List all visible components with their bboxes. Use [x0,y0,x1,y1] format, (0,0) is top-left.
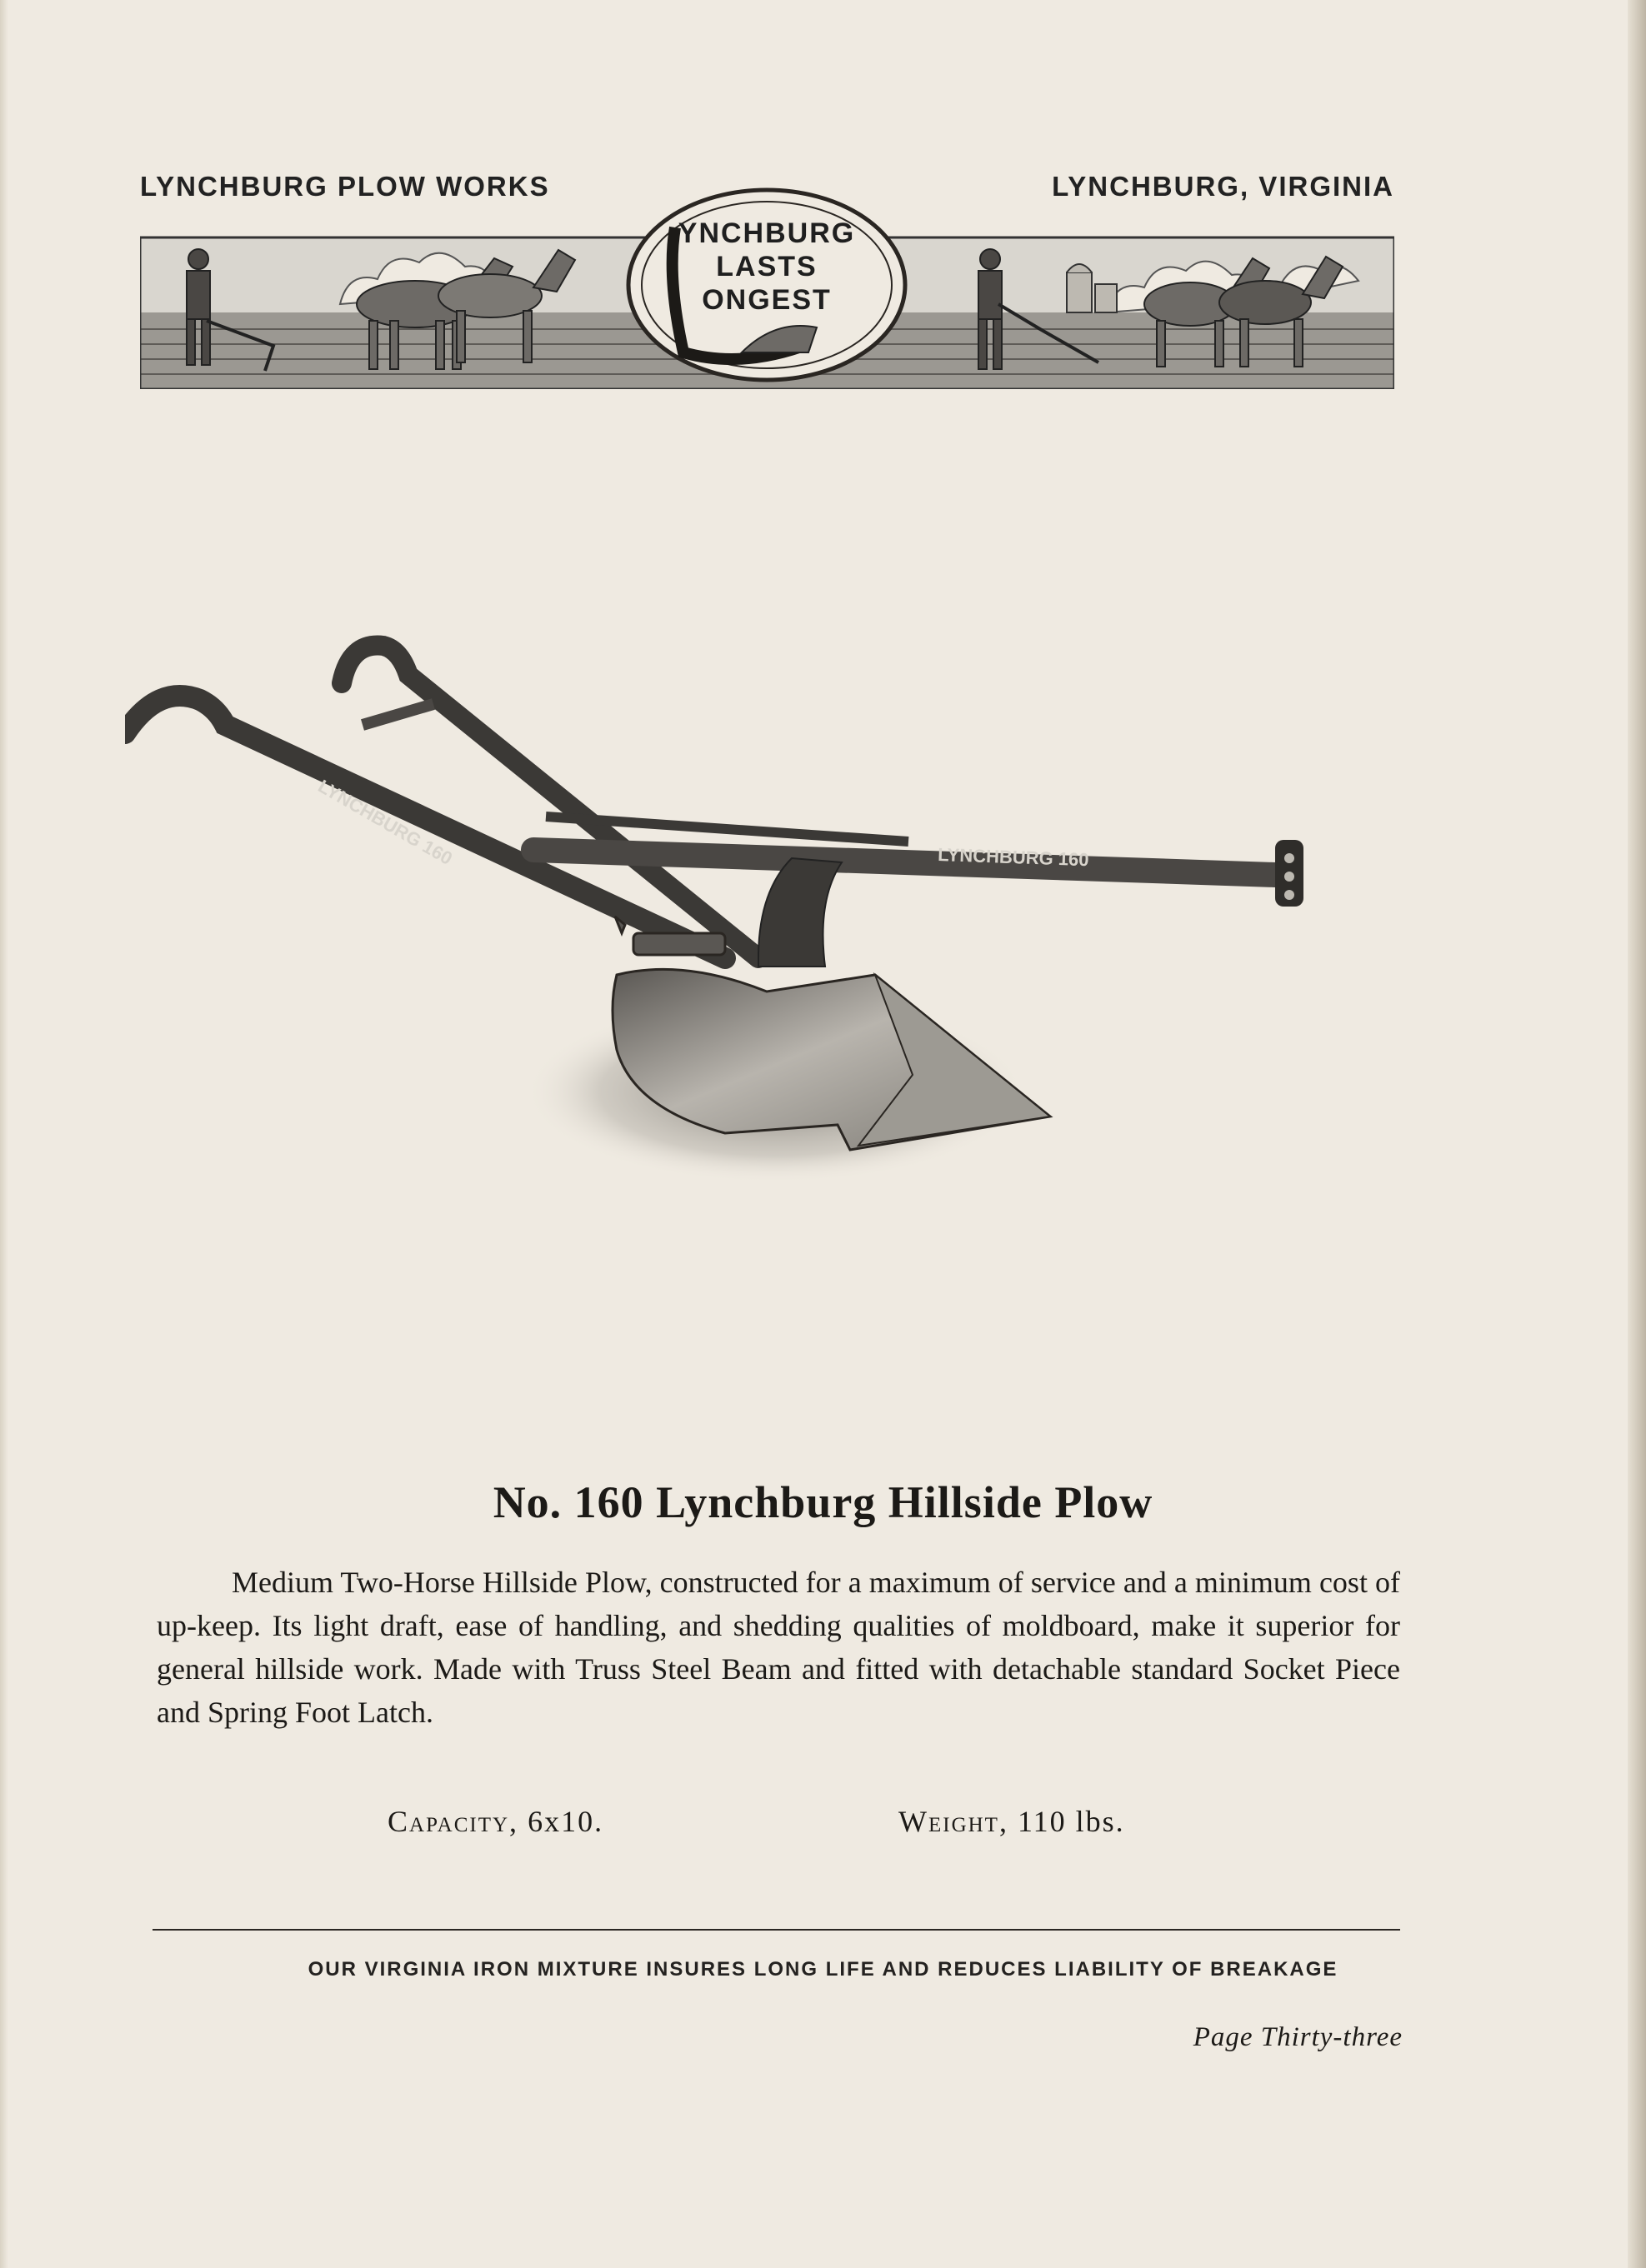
clevis-icon [1275,840,1303,907]
hillside-plow-illustration [125,608,1425,1258]
beam-label-beam: LYNCHBURG 160 [937,844,1089,871]
footer-divider [153,1929,1400,1931]
header-left-text: LYNCHBURG PLOW WORKS [140,171,550,202]
weight-value: 110 lbs. [1017,1805,1125,1838]
product-title: No. 160 Lynchburg Hillside Plow [493,1477,1153,1527]
page-edge [1628,0,1646,2268]
footer-note: OUR VIRGINIA IRON MIXTURE INSURES LONG LIFE AND REDUCES LIABILITY OF BREAKAGE [308,1958,1338,1981]
header-right-text: LYNCHBURG, VIRGINIA [1052,171,1394,202]
logo-line-1: YNCHBURG [678,217,856,249]
capacity-value: 6x10. [528,1805,604,1838]
product-description [157,1561,1400,1734]
page-number: Page Thirty-three [1193,2022,1403,2052]
page-binding-shadow [0,0,8,2268]
weight-label: Weight, [898,1805,1008,1838]
weight-spec [898,1804,1125,1839]
logo-line-3: ONGEST [702,284,832,316]
capacity-spec [388,1804,603,1839]
header-banner [140,171,1394,389]
logo-line-2: LASTS [716,251,818,282]
capacity-label: Capacity, [388,1805,519,1838]
beam-label-handle: LYNCHBURG 160 [314,775,457,870]
description-text: Medium Two-Horse Hillside Plow, constructed for a maximum of service and a minimum cost of up-keep. Its light draft, ease of handling, and shedding qualities of moldboard, make it superior for general hillside work. Made with Truss Steel Beam and fitted with detachable standard Socket Piece and Spring Foot Latch. [157,1566,1400,1729]
plow-standard [758,858,842,967]
lynchburg-logo [625,186,908,384]
